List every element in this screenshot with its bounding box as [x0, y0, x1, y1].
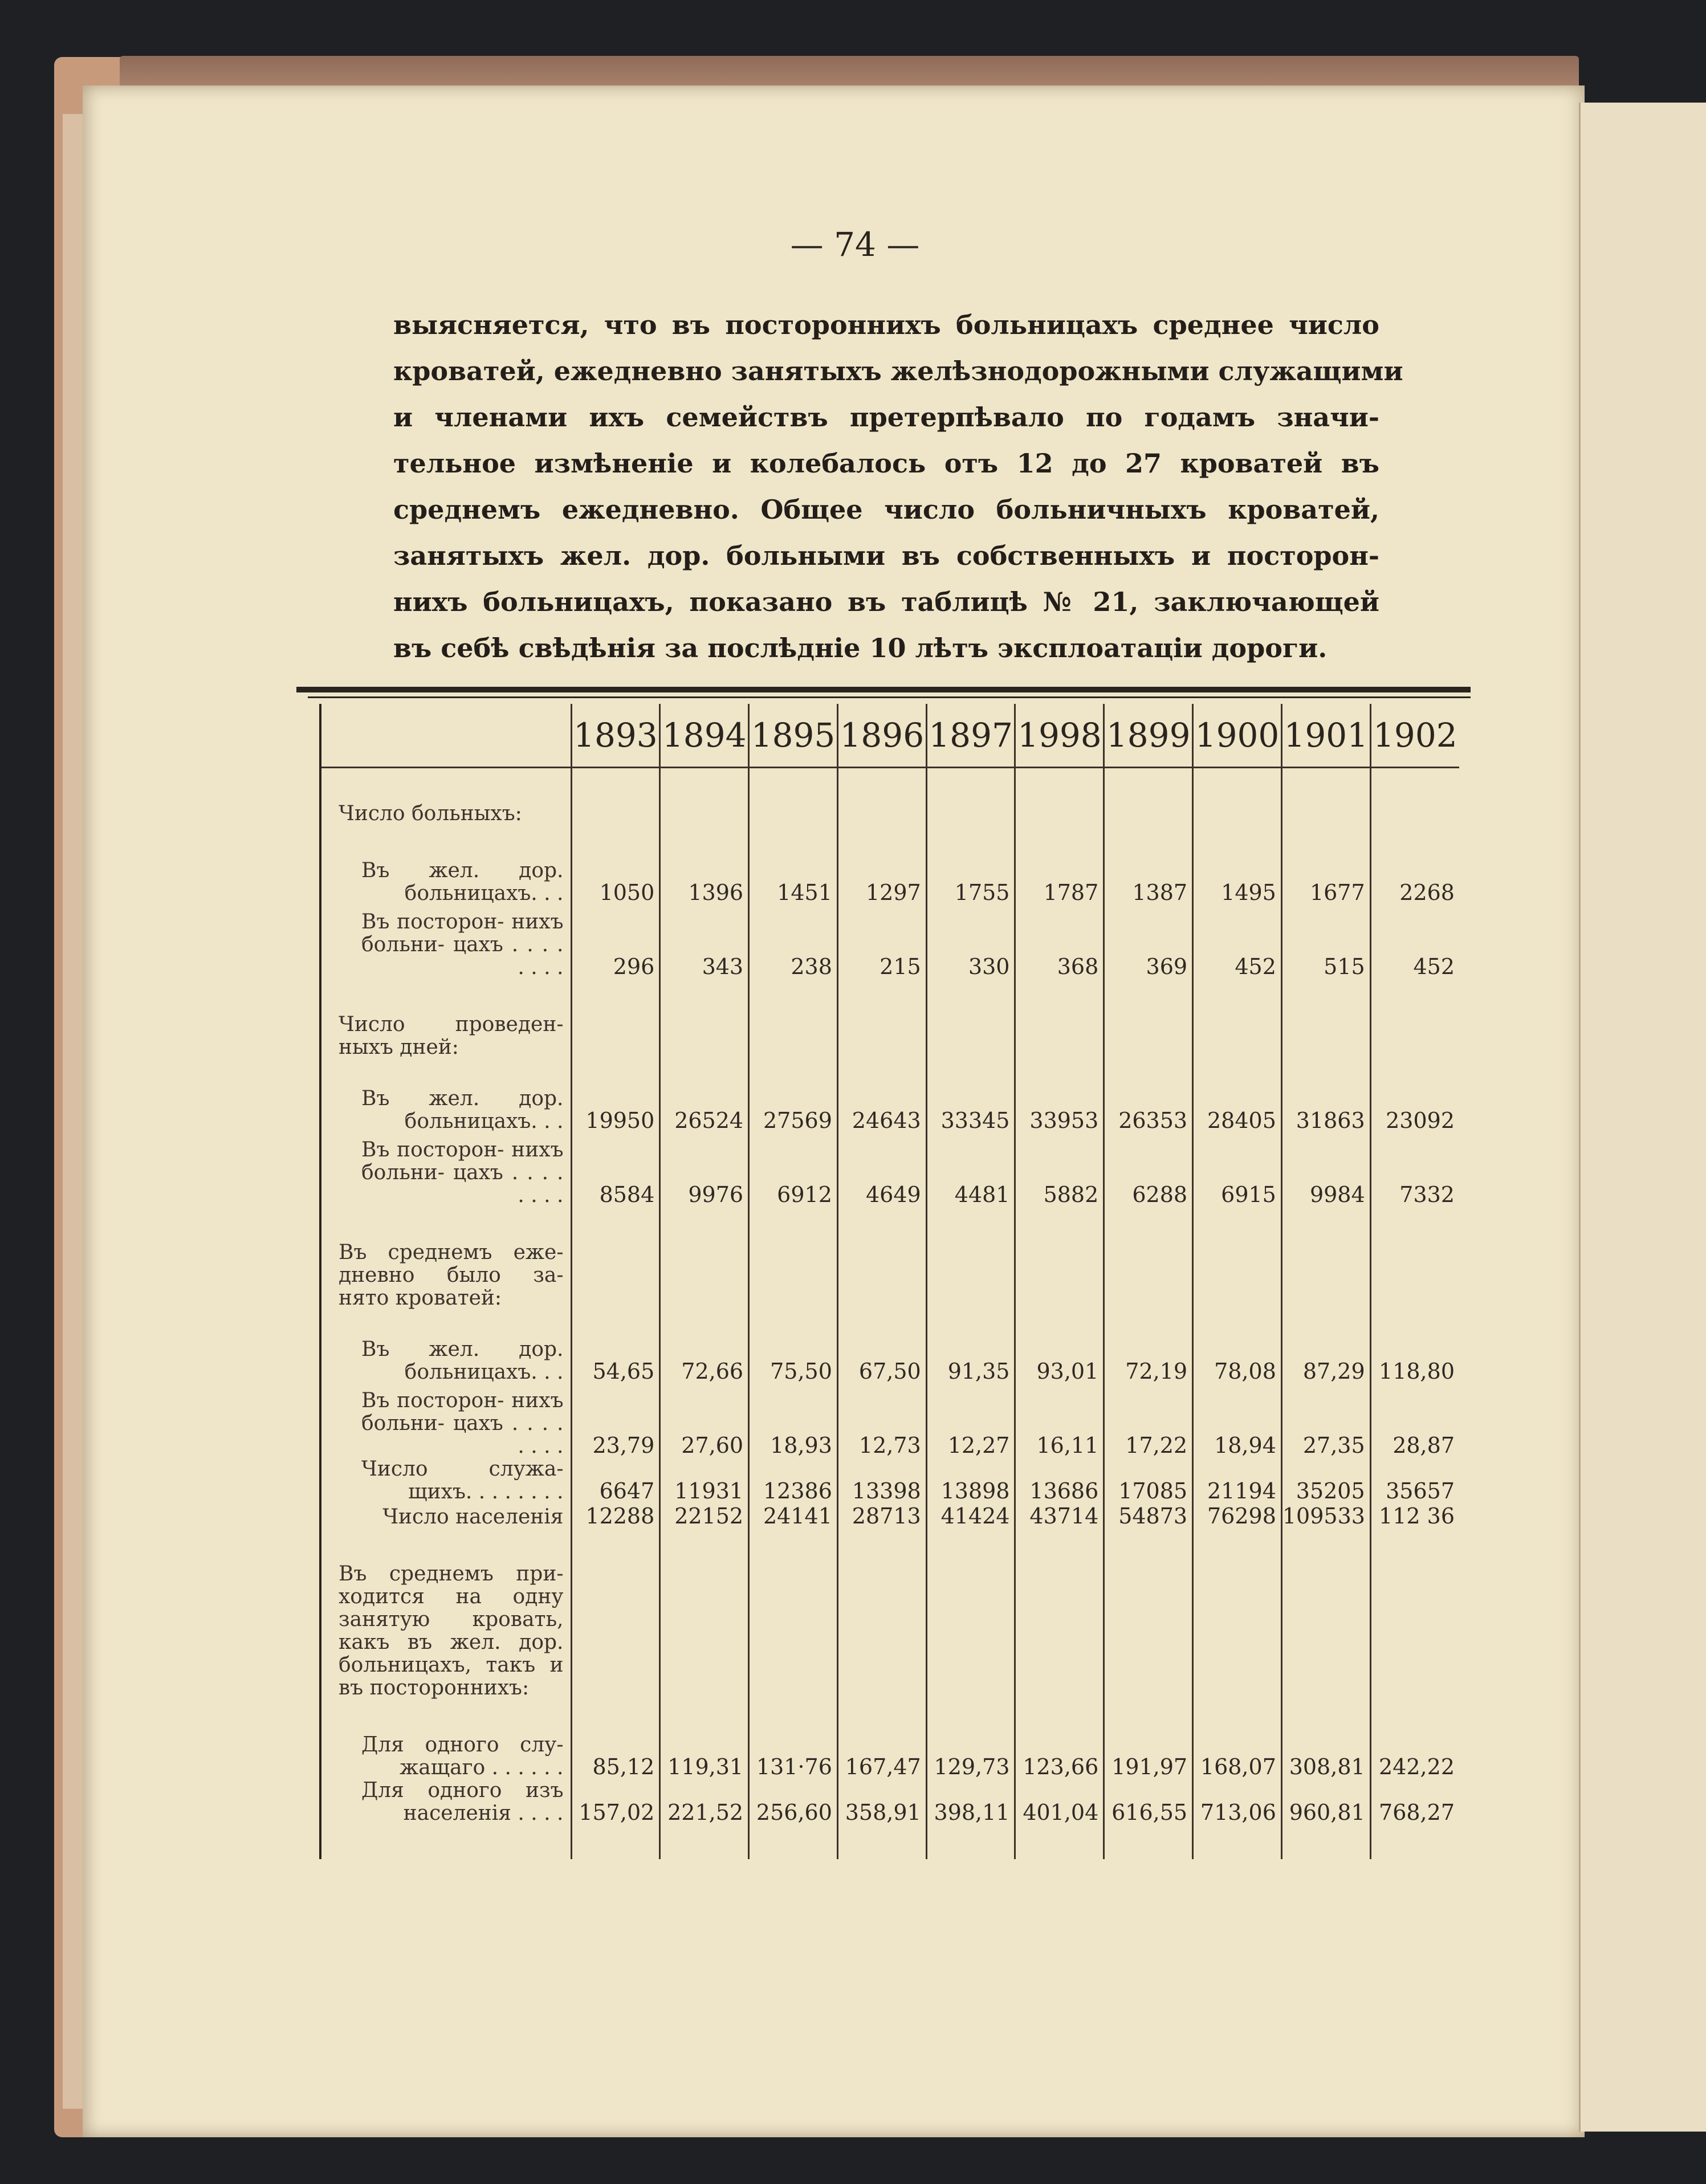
section-spacer [320, 1529, 1459, 1563]
table-cell: 28405 [1193, 1076, 1282, 1133]
table-cell: 358,91 [837, 1779, 926, 1825]
table-cell: 960,81 [1281, 1779, 1370, 1825]
section-heading: Число проведен- ныхъ дней: [339, 1013, 564, 1059]
row-label: Въ жел. дор. больницахъ. . . [361, 1087, 564, 1133]
table-cell: 27,60 [660, 1384, 749, 1458]
table-cell: 9976 [660, 1133, 749, 1207]
text-line: кроватей, ежедневно занятыхъ желѣзнодорожными служащими [393, 356, 1403, 386]
table-cell: 296 [571, 905, 660, 979]
page-number: — 74 — [790, 225, 920, 264]
table-cell: 16,11 [1015, 1384, 1104, 1458]
table-cell: 17,22 [1104, 1384, 1193, 1458]
text-line: выясняется, что въ постороннихъ больницахъ среднее число [393, 309, 1379, 340]
table-cell: 6288 [1104, 1133, 1193, 1207]
table-cell: 131·76 [749, 1734, 838, 1779]
table-cell: 1050 [571, 851, 660, 905]
table-cell: 1755 [926, 851, 1015, 905]
table-cell: 1677 [1281, 851, 1370, 905]
table-cell: 112 36 [1370, 1503, 1459, 1529]
table-cell: 13686 [1015, 1458, 1104, 1503]
table-cell: 28713 [837, 1503, 926, 1529]
row-label: Для одного изъ населенія . . . . [361, 1779, 564, 1825]
text-line: нихъ больницахъ, показано въ таблицѣ № 21, заключающей [393, 586, 1379, 617]
table-row [320, 851, 1459, 905]
year-header: 1900 [1193, 704, 1282, 768]
table-cell: 67,50 [837, 1327, 926, 1384]
table-cell: 168,07 [1193, 1734, 1282, 1779]
table-cell: 35205 [1281, 1458, 1370, 1503]
table-tail [320, 1825, 1459, 1859]
section-spacer [320, 1207, 1459, 1241]
table-cell: 93,01 [1015, 1327, 1104, 1384]
row-label: Въ жел. дор. больницахъ. . . [361, 859, 564, 905]
table-cell: 129,73 [926, 1734, 1015, 1779]
year-header: 1901 [1281, 704, 1370, 768]
table-cell: 54873 [1104, 1503, 1193, 1529]
table-cell: 8584 [571, 1133, 660, 1207]
table-cell: 221,52 [660, 1779, 749, 1825]
table-row [320, 1779, 1459, 1825]
table-cell: 369 [1104, 905, 1193, 979]
table-cell: 31863 [1281, 1076, 1370, 1133]
table-cell: 26524 [660, 1076, 749, 1133]
corner-cell [320, 704, 571, 768]
table-row [320, 1503, 1459, 1529]
table-row [320, 1734, 1459, 1779]
table-cell: 330 [926, 905, 1015, 979]
table-cell: 26353 [1104, 1076, 1193, 1133]
section-heading: Въ среднемъ еже- дневно было за- нято кроватей: [339, 1241, 564, 1310]
table-cell: 17085 [1104, 1458, 1193, 1503]
table-row [320, 1458, 1459, 1503]
table-cell: 215 [837, 905, 926, 979]
row-label: Въ посторон- нихъ больни- цахъ . . . . . . . . [361, 910, 564, 979]
table-cell: 5882 [1015, 1133, 1104, 1207]
text-line: тельное измѣненіе и колебалось отъ 12 до 27 кроватей въ [393, 448, 1379, 479]
body-paragraph [393, 302, 1403, 671]
table-row [320, 1384, 1459, 1458]
table-cell: 22152 [660, 1503, 749, 1529]
table-cell: 6647 [571, 1458, 660, 1503]
table-row [320, 1133, 1459, 1207]
table-cell: 4649 [837, 1133, 926, 1207]
table-cell: 24141 [749, 1503, 838, 1529]
table-cell: 13398 [837, 1458, 926, 1503]
table-cell: 33345 [926, 1076, 1015, 1133]
section-heading-row [320, 1013, 1459, 1076]
table-cell: 368 [1015, 905, 1104, 979]
table-cell: 452 [1193, 905, 1282, 979]
table-cell: 11931 [660, 1458, 749, 1503]
table-cell: 28,87 [1370, 1384, 1459, 1458]
year-header: 1895 [749, 704, 838, 768]
table-cell: 24643 [837, 1076, 926, 1133]
section-heading: Число больныхъ: [339, 802, 522, 825]
row-label: Число служа- щихъ. . . . . . . . [361, 1457, 564, 1503]
table-row [320, 1076, 1459, 1133]
table-cell: 713,06 [1193, 1779, 1282, 1825]
table-cell: 91,35 [926, 1327, 1015, 1384]
text-line: въ себѣ свѣдѣнія за послѣдніе 10 лѣтъ эксплоатаціи дороги. [393, 633, 1328, 663]
table-cell: 85,12 [571, 1734, 660, 1779]
year-header: 1894 [660, 704, 749, 768]
table-cell: 1495 [1193, 851, 1282, 905]
table-cell: 19950 [571, 1076, 660, 1133]
table-cell: 157,02 [571, 1779, 660, 1825]
table-top-rule-thin [308, 696, 1471, 698]
table-top-rule [296, 687, 1471, 692]
table-cell: 23,79 [571, 1384, 660, 1458]
table-cell: 54,65 [571, 1327, 660, 1384]
table-cell: 78,08 [1193, 1327, 1282, 1384]
year-header: 1893 [571, 704, 660, 768]
year-header: 1897 [926, 704, 1015, 768]
table-cell: 1787 [1015, 851, 1104, 905]
table-cell: 242,22 [1370, 1734, 1459, 1779]
text-line: среднемъ ежедневно. Общее число больничныхъ кроватей, [393, 494, 1379, 525]
table-cell: 343 [660, 905, 749, 979]
table-cell: 191,97 [1104, 1734, 1193, 1779]
table-cell: 6912 [749, 1133, 838, 1207]
table-cell: 23092 [1370, 1076, 1459, 1133]
year-header-row [320, 704, 1459, 768]
table-cell: 2268 [1370, 851, 1459, 905]
year-header: 1998 [1015, 704, 1104, 768]
table-cell: 238 [749, 905, 838, 979]
row-label: Въ жел. дор. больницахъ. . . [361, 1338, 564, 1384]
table-cell: 13898 [926, 1458, 1015, 1503]
table-cell: 12,73 [837, 1384, 926, 1458]
row-label: Въ посторон- нихъ больни- цахъ . . . . . . . . [361, 1138, 564, 1207]
year-header: 1899 [1104, 704, 1193, 768]
section-heading-row [320, 1563, 1459, 1734]
table-cell: 768,27 [1370, 1779, 1459, 1825]
table-cell: 256,60 [749, 1779, 838, 1825]
table-cell: 75,50 [749, 1327, 838, 1384]
row-label: Для одного слу- жащаго . . . . . . [361, 1733, 564, 1779]
table-cell: 401,04 [1015, 1779, 1104, 1825]
table-cell: 18,94 [1193, 1384, 1282, 1458]
text-line: и членами ихъ семействъ претерпѣвало по годамъ значи- [393, 402, 1379, 433]
table-cell: 452 [1370, 905, 1459, 979]
statistics-table [319, 704, 1459, 1859]
table-cell: 41424 [926, 1503, 1015, 1529]
table-cell: 33953 [1015, 1076, 1104, 1133]
table-cell: 27,35 [1281, 1384, 1370, 1458]
text-line: занятыхъ жел. дор. больными въ собственныхъ и посторон- [393, 540, 1379, 571]
table-cell: 1396 [660, 851, 749, 905]
table-cell: 123,66 [1015, 1734, 1104, 1779]
table-cell: 43714 [1015, 1503, 1104, 1529]
table-row [320, 1327, 1459, 1384]
table-cell: 72,66 [660, 1327, 749, 1384]
section-heading: Въ среднемъ при- ходится на одну занятую кровать, какъ въ жел. дор. больницахъ, такъ и въ постороннихъ: [339, 1562, 564, 1700]
table-cell: 118,80 [1370, 1327, 1459, 1384]
table-row [320, 905, 1459, 979]
table-cell: 87,29 [1281, 1327, 1370, 1384]
table-cell: 9984 [1281, 1133, 1370, 1207]
table-cell: 1387 [1104, 851, 1193, 905]
section-spacer [320, 979, 1459, 1013]
section-heading-row [320, 802, 1459, 851]
table-cell: 616,55 [1104, 1779, 1193, 1825]
table-cell: 7332 [1370, 1133, 1459, 1207]
table-cell: 18,93 [749, 1384, 838, 1458]
table-cell: 27569 [749, 1076, 838, 1133]
year-header: 1902 [1370, 704, 1459, 768]
section-heading-row [320, 1241, 1459, 1327]
row-label: Въ посторон- нихъ больни- цахъ . . . . . . . . [361, 1389, 564, 1458]
table-cell: 72,19 [1104, 1327, 1193, 1384]
row-label: Число населенія [382, 1505, 564, 1529]
table-cell: 6915 [1193, 1133, 1282, 1207]
table-cell: 398,11 [926, 1779, 1015, 1825]
table-cell: 515 [1281, 905, 1370, 979]
table-cell: 12,27 [926, 1384, 1015, 1458]
table-cell: 76298 [1193, 1503, 1282, 1529]
table-cell: 109533 [1281, 1503, 1370, 1529]
table-cell: 1451 [749, 851, 838, 905]
table-cell: 12288 [571, 1503, 660, 1529]
table-cell: 12386 [749, 1458, 838, 1503]
year-header: 1896 [837, 704, 926, 768]
table-cell: 4481 [926, 1133, 1015, 1207]
table-cell: 119,31 [660, 1734, 749, 1779]
table-cell: 167,47 [837, 1734, 926, 1779]
section-spacer [320, 768, 1459, 803]
table-cell: 308,81 [1281, 1734, 1370, 1779]
table-cell: 21194 [1193, 1458, 1282, 1503]
table-cell: 1297 [837, 851, 926, 905]
table-cell: 35657 [1370, 1458, 1459, 1503]
